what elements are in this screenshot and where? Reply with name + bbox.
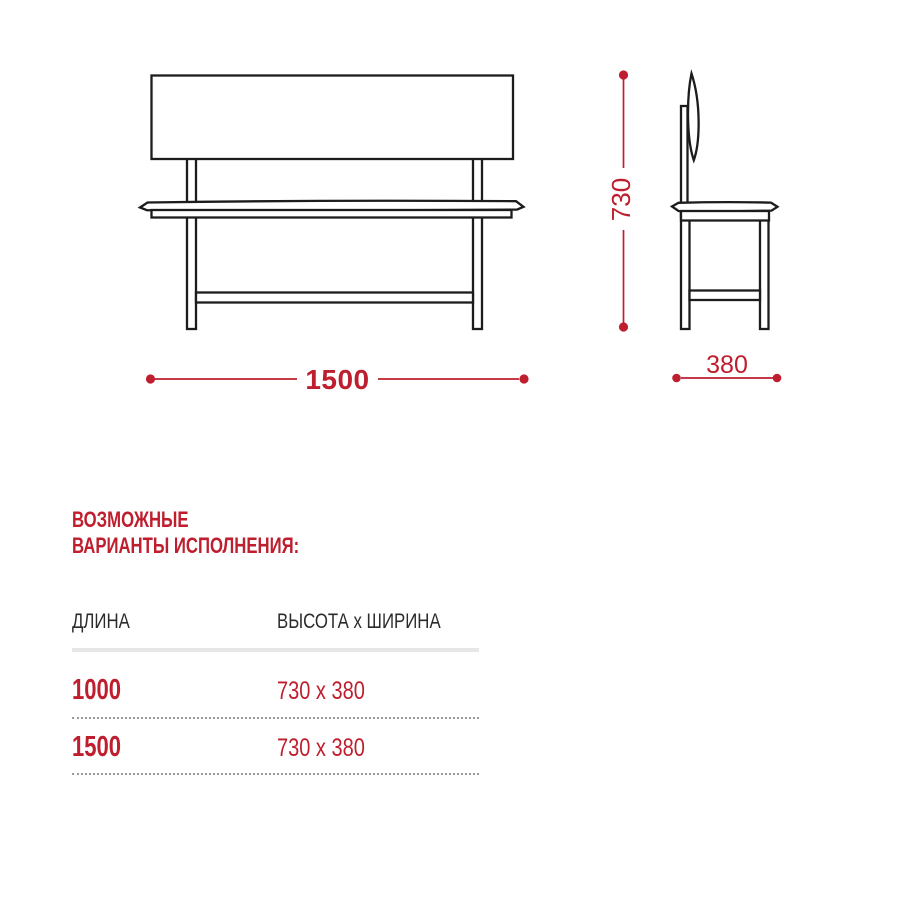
side-seat-apron (681, 211, 769, 221)
side-stretcher (690, 291, 761, 301)
variants-heading-line2: ВАРИАНТЫ ИСПОЛНЕНИЯ: (72, 533, 300, 558)
height-dimension-value: 730 (606, 177, 637, 221)
row2-size-value: 730 x 380 (277, 734, 365, 762)
header-separator (72, 648, 479, 652)
table-row (72, 731, 479, 764)
front-stretcher (196, 293, 473, 303)
row2-length-value: 1500 (72, 731, 122, 763)
row-separator (72, 717, 479, 719)
front-backrest-panel (152, 76, 514, 160)
table-row (72, 674, 479, 707)
variants-section (72, 507, 479, 807)
height-dimension-label (595, 171, 649, 227)
side-leg-back (760, 210, 769, 329)
row1-length-value: 1000 (72, 674, 122, 706)
variants-heading (72, 507, 371, 559)
column-header-length: ДЛИНА (72, 610, 130, 633)
length-dim-dot-right (519, 374, 528, 383)
spec-table-header (72, 610, 479, 634)
front-leg-right (473, 205, 482, 329)
column-header-size: ВЫСОТА х ШИРИНА (277, 610, 441, 633)
side-backrest-panel (688, 74, 699, 161)
row-separator (72, 773, 479, 775)
height-dim-dot-top (619, 70, 628, 79)
variants-heading-line1: ВОЗМОЖНЫЕ (72, 507, 189, 532)
side-leg-front (681, 210, 690, 329)
length-dim-dot-left (146, 374, 155, 383)
row1-size-value: 730 x 380 (277, 677, 365, 705)
front-leg-left (187, 205, 196, 329)
depth-dim-dot-right (773, 374, 782, 383)
depth-dimension-value: 380 (706, 351, 748, 379)
height-dim-dot-bottom (619, 322, 628, 331)
depth-dim-dot-left (672, 374, 681, 383)
length-dimension-value: 1500 (305, 364, 370, 395)
front-seat-apron (152, 210, 512, 218)
side-backrest-post (681, 106, 688, 216)
